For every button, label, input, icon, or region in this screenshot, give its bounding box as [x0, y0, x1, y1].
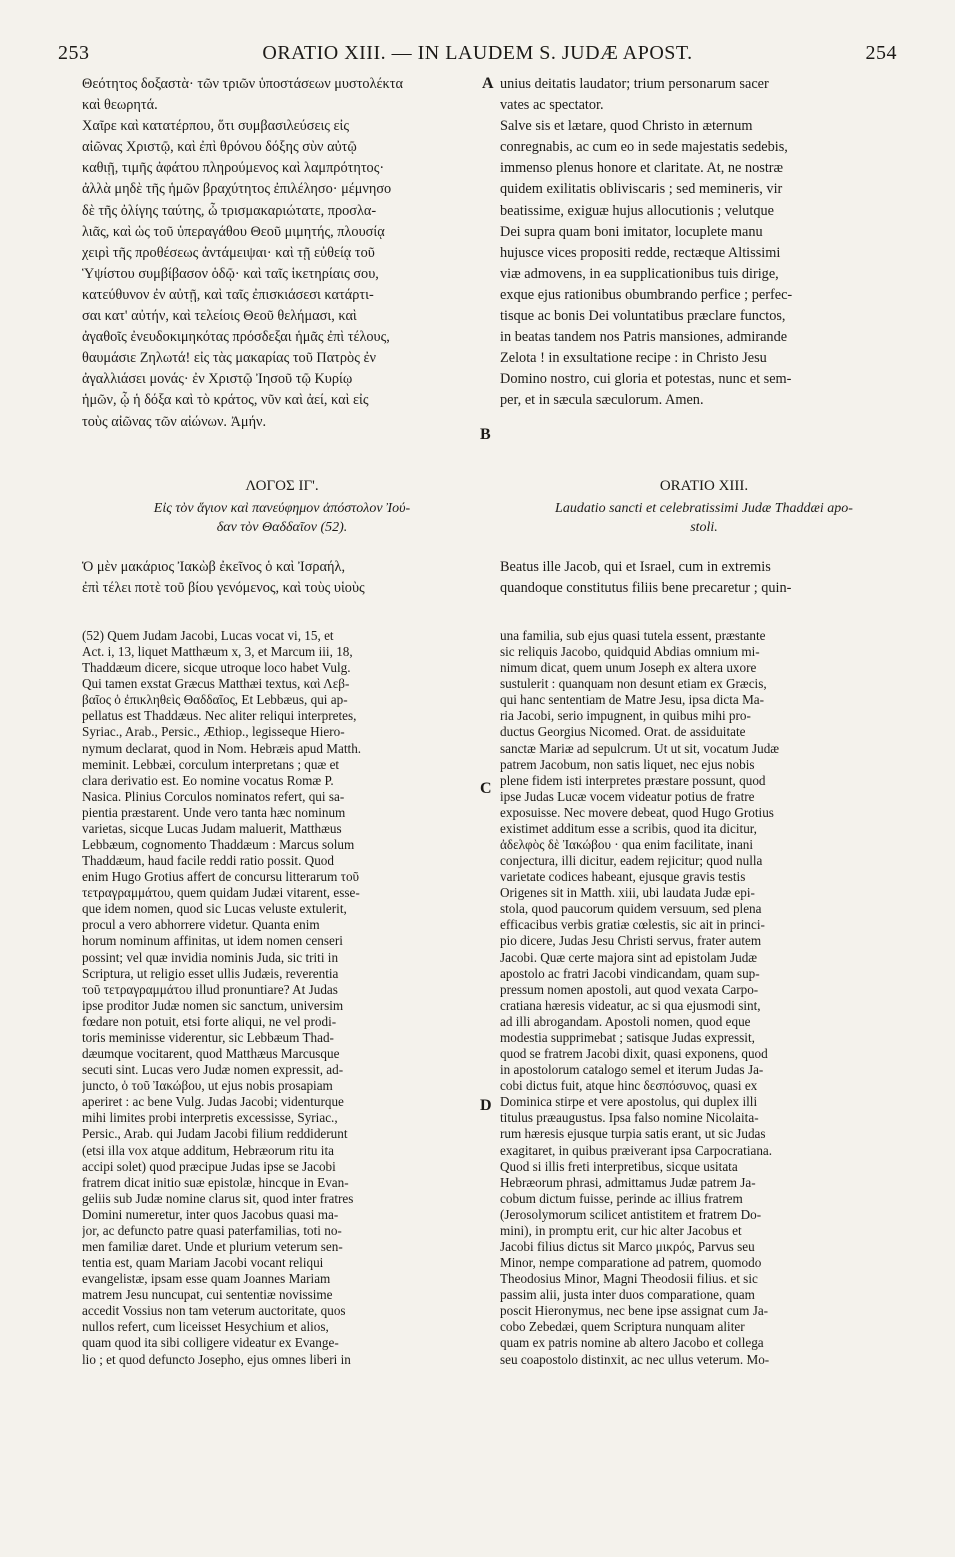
text-line: Lebbæum, cognomento Thaddæum : Marcus solum: [82, 837, 355, 853]
text-line: fratrem dicat initio suæ epistolæ, hincque in Evan-: [82, 1174, 349, 1190]
text-line: Dei supra quam boni imitator, locuplete manu: [500, 223, 763, 240]
text-line: δὲ τῆς ὀλίγης ταύτης, ὦ τρισμακαριώτατε, προσλα-: [82, 202, 377, 219]
text-line: Minor, nempe comparatione ad patrem, quomodo: [500, 1255, 762, 1271]
text-line: viæ admovens, in ea supplicationibus tuis dirige,: [500, 265, 779, 282]
text-line: Domini numeretur, inter quos Jacobus quasi ma-: [82, 1206, 339, 1222]
text-line: Domino nostro, cui gloria et potestas, nunc et sem-: [500, 371, 792, 388]
text-line: Zelota ! in exsultatione recipe : in Christo Jesu: [500, 350, 767, 367]
text-line: patrem Jacobum, non satis liquet, nec ejus nobis: [500, 756, 755, 772]
text-line: unius deitatis laudator; trium personarum sacer: [500, 76, 769, 92]
text-line: Qui tamen exstat Græcus Matthæi textus, καὶ Λεβ-: [82, 676, 350, 692]
text-line: plene fidem isti interpretes præstare possunt, quod: [500, 772, 766, 788]
text-line: Origenes sit in Matth. xiii, ubi laudata Judæ epi-: [500, 885, 755, 901]
text-line: Ὑψίστου συμβίβασον ὁδῷ· καὶ ταῖς ἱκετηρίαις σου,: [82, 265, 379, 282]
text-line: nimum dicat, quem unum Joseph ex altera uxore: [500, 660, 757, 676]
text-line: quandoque constitutus filiis bene precaretur ; quin-: [500, 580, 792, 597]
text-line: (Jerosolymorum scilicet antistitem et fratrem Do-: [500, 1206, 762, 1222]
text-line: θαυμάσιε Ζηλωτά! εἰς τὰς μακαρίας τοῦ Πατρὸς ἐν: [82, 350, 376, 367]
text-line: Nasica. Plinius Corculos nominatos refert, qui sa-: [82, 788, 345, 804]
text-line: (etsi illa vox atque additum, Hebræorum ritu ita: [82, 1142, 334, 1158]
text-line: pellatus est Thaddæus. Nec aliter reliqui interpretes,: [82, 708, 357, 724]
text-line: ἡμῶν, ᾧ ἡ δόξα καὶ τὸ κράτος, νῦν καὶ ἀεί, καὶ εἰς: [82, 392, 369, 409]
text-line: dæumque vocitarent, quod Matthæus Marcusque: [82, 1046, 340, 1062]
text-line: aperiret : ac bene Vulg. Judas Jacobi; videnturque: [82, 1094, 344, 1110]
text-line: immenso plenus honore et claritate. At, ne nostræ: [500, 160, 784, 177]
text-line: exposuisse. Nec movere debeat, quod Hugo Grotius: [500, 804, 774, 820]
text-line: χειρὶ τῆς προθέσεως ἀντάμειψαι· καὶ τῇ εὐθείᾳ τοῦ: [82, 244, 375, 261]
text-line: Thaddæum, haud facile reddi ratio possit. Quod: [82, 853, 334, 869]
text-line: poscit Hieronymus, nec bene ipse assignat cum Ja-: [500, 1303, 769, 1319]
text-line: una familia, sub ejus quasi tutela essent, præstante: [500, 628, 766, 643]
text-line: Scriptura, ut religio esset ullis Judæis, reverentia: [82, 965, 339, 981]
text-line: accedit Vossius non tam veterum auctoritate, quos: [82, 1303, 346, 1319]
greek-heading-subtitle-2: δαν τὸν Θαδδαῖον (52).: [216, 520, 348, 535]
text-line: enim Hugo Grotius affert de concursu litterarum τοῦ: [82, 869, 360, 885]
text-line: geliis sub Judæ nomine clarus sit, quod inter fratres: [82, 1190, 354, 1206]
text-line: Salve sis et lætare, quod Christo in æternum: [500, 118, 753, 135]
text-line: exque ejus rationibus obumbrando perfice ; perfec-: [500, 286, 793, 303]
text-line: sic reliquis Jacobo, quidquid Abdias omnium mi-: [500, 644, 760, 660]
text-line: possint; vel quæ invidia nominis Juda, sic triti in: [82, 949, 339, 965]
text-line: αἰῶνας Χριστῷ, καὶ ἐπὶ θρόνου δόξης σὺν αὐτῷ: [82, 139, 357, 156]
text-line: Χαῖρε καὶ κατατέρπου, ὅτι συμβασιλεύσεις εἰς: [82, 118, 350, 135]
text-line: cobo Zebedæi, quem Scriptura nunquam aliter: [500, 1319, 745, 1335]
text-line: varietate codices habeant, ejusque gravis testis: [500, 869, 746, 885]
footnote-left-column: [82, 628, 482, 1368]
text-line: κατεύθυνον ἐν αὐτῇ, καὶ ταῖς ἐπισκιάσεσι κατάρτι-: [82, 286, 374, 303]
text-line: per, et in sæcula sæculorum. Amen.: [500, 392, 704, 409]
text-line: rum hæresis ejusque turpia satis erant, ut sic Judas: [500, 1126, 766, 1142]
page-number-right: 254: [865, 42, 897, 64]
text-line: Hebræorum phrasi, admittamus Judæ patrem Ja-: [500, 1174, 756, 1190]
text-line: tisque ac bonis Dei voluntatibus præclare functos,: [500, 308, 786, 325]
text-line: conjectura, illi dicitur, eadem rejicitur; quod nulla: [500, 853, 763, 869]
text-line: quod se fratrem Jacobi dixit, quasi exponens, quod: [500, 1046, 768, 1062]
latin-heading-subtitle-2: stoli.: [690, 520, 718, 535]
text-line: titulus præaugustus. Ipsa falso nomine Nicolaita-: [500, 1110, 759, 1126]
text-line: mihi limites probi interpretis excessisse, Syriac.,: [82, 1110, 338, 1126]
text-line: seu coapostolo distinxit, ac nec ullus veterum. Mo-: [500, 1351, 770, 1367]
text-line: accipi solet) quod præcipue Judas ipse se Jacobi: [82, 1158, 336, 1174]
text-line: τετραγραμμάτου, quem quidam Judæi vitarent, esse-: [82, 885, 360, 901]
running-title: ORATIO XIII. — IN LAUDEM S. JUDÆ APOST.: [262, 42, 693, 64]
text-line: τοῦ τετραγραμμάτου illud pronuntiare? At Judas: [82, 981, 338, 997]
text-line: stola, quod paucorum quidem versuum, sed plena: [500, 901, 762, 917]
text-line: procul a vero abhorrere videtur. Quanta enim: [82, 917, 320, 933]
text-line: ἀδελφὸς δὲ Ἰακώβου · qua enim facilitate, inani: [500, 837, 754, 853]
text-line: men familiæ daret. Unde et plurium veterum sen-: [82, 1238, 343, 1254]
page-number-left: 253: [58, 42, 90, 64]
text-line: conregnabis, ac cum eo in sede majestatis sedebis,: [500, 139, 788, 156]
text-line: sanctæ Mariæ ad sepulcrum. Ut ut sit, vocatum Judæ: [500, 740, 780, 756]
text-line: ἀλλὰ μηδὲ τῆς ἡμῶν βραχύτητος ἐπιλέλησο· μέμνησο: [82, 181, 392, 198]
latin-heading-title: ORATIO XIII.: [659, 478, 749, 494]
text-line: lio ; et quod defuncto Josepho, ejus omnes liberi in: [82, 1351, 351, 1367]
greek-chapter-text: [82, 557, 482, 599]
text-line: horum nominum affinitas, ut idem nomen censeri: [82, 933, 343, 949]
text-line: ἀγαλλιάσει μονάς· ἐν Χριστῷ Ἰησοῦ τῷ Κυρίῳ: [82, 371, 353, 388]
text-line: in beatas tandem nos Patris mansiones, admirande: [500, 329, 788, 346]
text-line: καὶ θεωρητά.: [82, 97, 158, 114]
text-line: Thaddæum dicere, sicque utroque loco habet Vulg.: [82, 660, 351, 676]
text-line: mini), in promptu erit, cur hic alter Jacobus et: [500, 1222, 742, 1238]
text-line: pressum nomen apostoli, aut quod vexata Carpo-: [500, 981, 759, 997]
text-line: Beatus ille Jacob, qui et Israel, cum in extremis: [500, 559, 771, 575]
text-line: sustulerit : quanquam non desunt etiam ex Græcis,: [500, 676, 767, 692]
margin-marker-d: D: [480, 1097, 492, 1114]
text-line: Dominica stirpe et vere apostolus, qui duplex illi: [500, 1094, 758, 1110]
text-line: evangelistæ, ipsam esse quam Joannes Mariam: [82, 1271, 331, 1287]
text-line: tentia est, quam Mariam Jacobi vocant reliqui: [82, 1255, 324, 1271]
text-line: quidem exilitatis obliviscaris ; sed memineris, vir: [500, 181, 783, 198]
text-line: modestia supprimebat ; satisque Judas expressit,: [500, 1029, 755, 1045]
text-line: ria Jacobi, serio impugnent, in quibus mihi pro-: [500, 708, 751, 724]
text-line: ductus Georgius Nicomed. Orat. de assiduitate: [500, 724, 746, 740]
text-line: Theodosius Minor, Magni Theodosii filius. et sic: [500, 1271, 758, 1287]
text-line: καθιῇ, τιμῆς ἀφάτου πληρούμενος καὶ λαμπρότητος·: [82, 160, 385, 177]
text-line: ad illi abrogandam. Apostoli nomen, quod eque: [500, 1013, 751, 1029]
margin-marker-b: B: [480, 426, 491, 443]
text-line: passim alii, justa inter duos comparatione, quam: [500, 1287, 755, 1303]
text-line: toris meminisse viderentur, sic Lebbæum Thad-: [82, 1029, 334, 1045]
text-line: Act. i, 13, liquet Matthæum x, 3, et Marcum iii, 18,: [82, 644, 353, 660]
text-line: σαι κατ' αὐτήν, καὶ τελείοις Θεοῦ θελήμασι, καὶ: [82, 308, 357, 325]
greek-heading-subtitle-1: Εἰς τὸν ἅγιον καὶ πανεύφημον ἀπόστολον Ἰού-: [153, 501, 411, 516]
text-line: existimet additum esse a scribis, quod ita dicitur,: [500, 820, 757, 836]
text-line: Quod si illis freti interpretibus, sicque usitata: [500, 1158, 738, 1174]
text-line: (52) Quem Judam Jacobi, Lucas vocat vi, 15, et: [82, 628, 334, 643]
text-line: secuti sint. Lucas vero Judæ nomen expressit, ad-: [82, 1062, 344, 1078]
text-line: cobi dictus fuit, atque hinc δεσπόσυνος, quasi ex: [500, 1078, 758, 1094]
greek-heading-title: ΛΟΓΟΣ ΙΓ'.: [245, 478, 319, 494]
margin-marker-a: A: [482, 75, 494, 92]
text-line: ipse proditor Judæ nomen sic sanctum, universim: [82, 997, 344, 1013]
text-line: nymum declarat, quod in Nom. Hebræis apud Matth.: [82, 740, 362, 756]
text-line: Ὁ μὲν μακάριος Ἰακὼβ ἐκεῖνος ὁ καὶ Ἰσραήλ,: [82, 559, 346, 575]
text-line: Jacobi. Quæ certe majora sint ad epistolam Judæ: [500, 949, 758, 965]
text-line: τοὺς αἰῶνας τῶν αἰώνων. Ἀμήν.: [82, 413, 267, 430]
text-line: ἀγαθοῖς ἐνευδοκιμηκότας πρόσδεξαι ἡμᾶς ἐπὶ τέλους,: [82, 329, 390, 346]
text-line: exagitaret, in quibus præiverant ipsa Carpocratiana.: [500, 1142, 773, 1158]
text-line: pientia præstarent. Unde vero tanta hæc nominum: [82, 804, 346, 820]
text-line: jor, ac defuncto patre quasi paterfamilias, toti no-: [82, 1222, 342, 1238]
text-line: fœdare non potuit, etsi forte aliqui, ne vel prodi-: [82, 1013, 337, 1029]
text-line: efficacibus verbis gratiæ cœlestis, sic ait in princi-: [500, 917, 765, 933]
text-line: beatissime, exiguæ hujus allocutionis ; velutque: [500, 202, 774, 219]
text-line: λιᾶς, καὶ ὡς τοῦ ὑπεραγάθου Θεοῦ μιμητής, πλουσίᾳ: [82, 223, 385, 240]
text-line: βαῖος ὁ ἐπικληθεὶς Θαδδαῖος, Et Lebbæus, qui ap-: [82, 692, 348, 708]
text-line: ἐπὶ τέλει ποτὲ τοῦ βίου γενόμενος, καὶ τοὺς υἱοὺς: [82, 580, 365, 597]
text-line: matrem Jesu nuncupat, cui sententiæ novissime: [82, 1287, 333, 1303]
text-line: Persic., Arab. qui Judam Jacobi filium reddiderunt: [82, 1126, 348, 1142]
text-line: vates ac spectator.: [500, 97, 604, 114]
text-line: pio dicere, Judas Jesu Christi servus, frater autem: [500, 933, 762, 949]
text-line: cobum dictum fuisse, perinde ac illius fratrem: [500, 1190, 743, 1206]
text-line: meminit. Lebbæi, corculum interpretans ; quæ et: [82, 756, 340, 772]
text-line: varietas, sicque Lucas Judam maluerit, Matthæus: [82, 820, 342, 836]
text-line: in apostolorum catalogo semel et iterum Judas Ja-: [500, 1062, 764, 1078]
latin-chapter-text: [500, 557, 908, 599]
text-line: clara derivatio est. Eo nomine vocatus Romæ P.: [82, 772, 334, 788]
running-header: [58, 42, 897, 68]
text-line: apostolo ac fratri Jacobi vindicandam, quam sup-: [500, 965, 760, 981]
latin-text-column: [500, 74, 908, 412]
latin-heading-subtitle-1: Laudatio sancti et celebratissimi Judæ Thaddæi apo-: [555, 501, 853, 516]
text-line: Jacobi filius dictus sit Marco μικρός, Parvus seu: [500, 1238, 755, 1254]
text-line: nullos refert, cum liceisset Hesychium et alios,: [82, 1319, 329, 1335]
margin-marker-c: C: [480, 780, 492, 797]
text-line: que idem nomen, quod sic Lucas veluste extulerit,: [82, 901, 347, 917]
text-line: hujusce vices propositi redde, rectæque Altissimi: [500, 244, 781, 261]
text-line: quam ex patris nomine ab altero Jacobo et collega: [500, 1335, 764, 1351]
text-line: qui hanc sententiam de Matre Jesu, ipsa dicta Ma-: [500, 692, 765, 708]
text-line: Syriac., Arab., Persic., Æthiop., legisseque Hiero-: [82, 724, 345, 740]
text-line: cratiana hæresis videatur, ac si qua ejusmodi sint,: [500, 997, 761, 1013]
text-line: Θεότητος δοξαστὰ· τῶν τριῶν ὑποστάσεων μυστολέκτα: [82, 76, 403, 92]
text-line: quam quod ita sibi colligere videatur ex Evange-: [82, 1335, 339, 1351]
text-line: juncto, ὁ τοῦ Ἰακώβου, ut ejus nobis prosapiam: [82, 1078, 333, 1094]
text-line: ipse Judas Lucæ vocem videatur potius de fratre: [500, 788, 755, 804]
greek-text-column: [82, 74, 482, 433]
footnote-right-column: [500, 628, 908, 1368]
